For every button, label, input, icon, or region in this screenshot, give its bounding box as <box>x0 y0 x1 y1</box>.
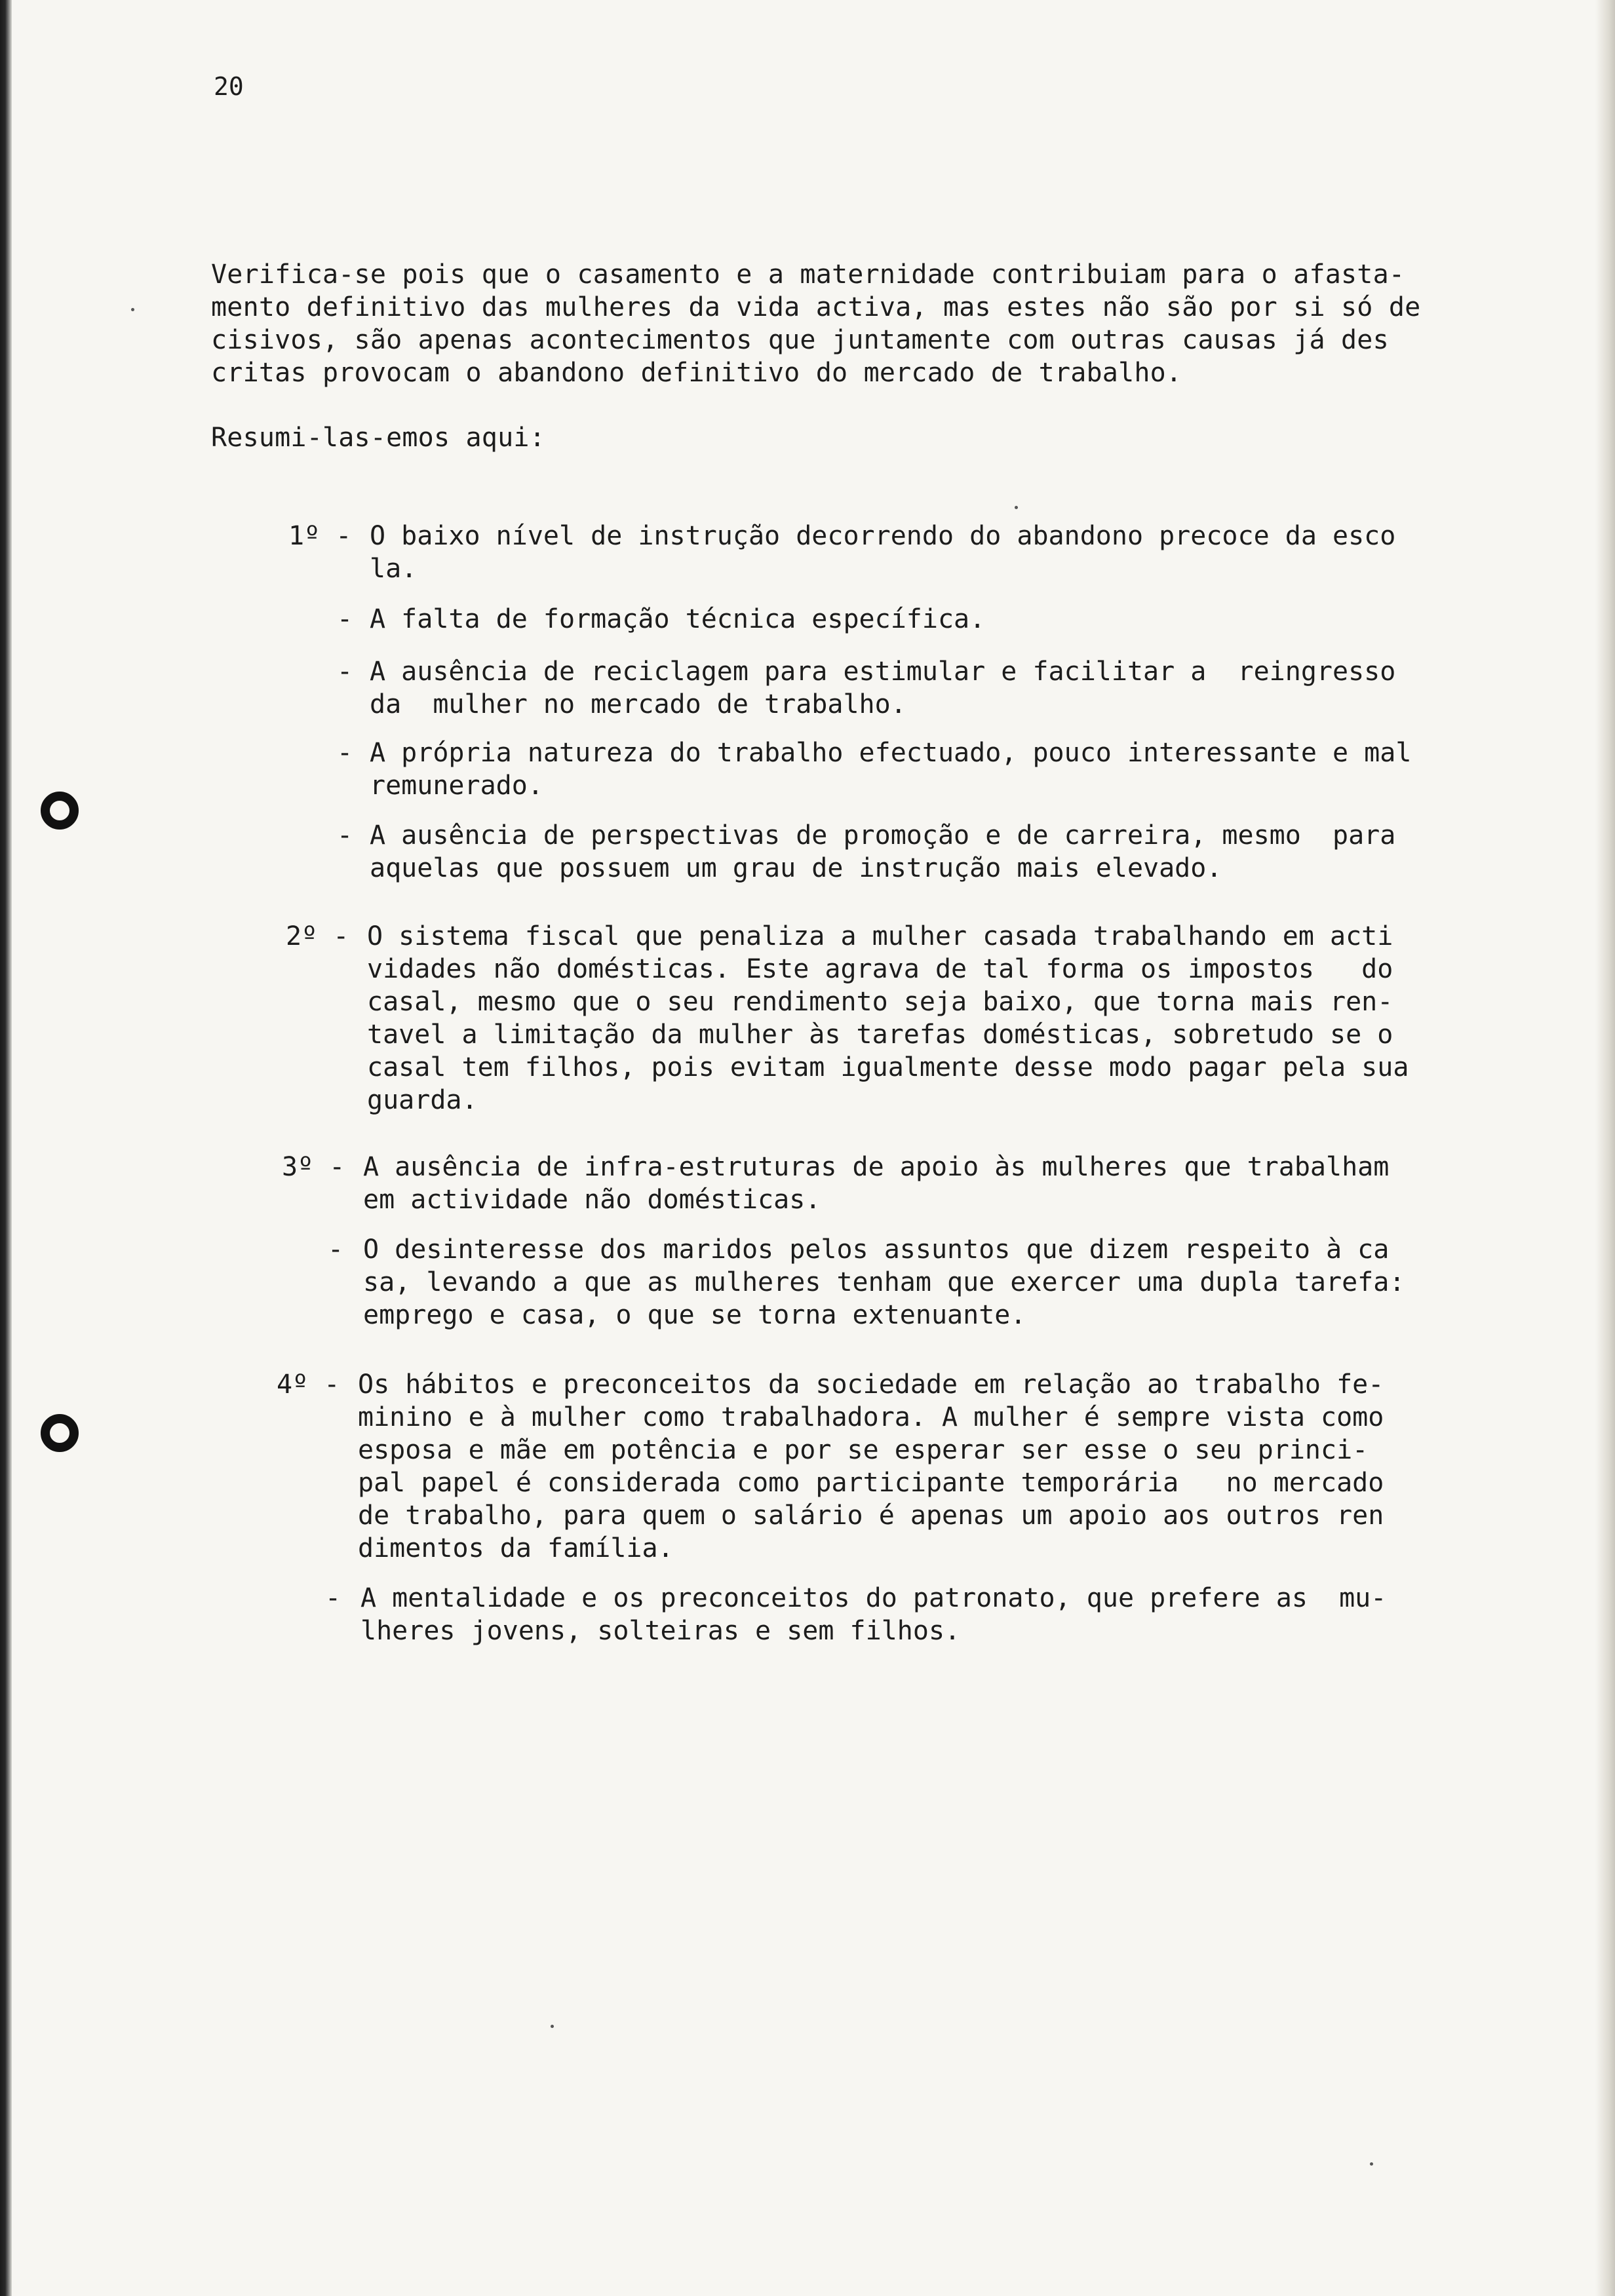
paragraph-line: A falta de formação técnica específica. <box>370 604 986 634</box>
paragraph-line: guarda. <box>367 1085 478 1115</box>
punch-hole-icon <box>41 1414 79 1452</box>
list-item-text <box>363 1151 1389 1216</box>
page-number: 20 <box>214 72 244 101</box>
list-item-text <box>360 1582 1386 1647</box>
list-marker: - <box>337 604 353 634</box>
list-item-text <box>370 819 1395 885</box>
list-marker: 1º - <box>288 521 352 551</box>
paragraph-line: lheres jovens, solteiras e sem filhos. <box>360 1616 961 1646</box>
paragraph-line: da mulher no mercado de trabalho. <box>370 689 906 719</box>
paragraph-line: Verifica-se pois que o casamento e a maternidade contribuiam para o afasta- <box>211 259 1405 290</box>
scan-speck <box>551 2025 554 2028</box>
paragraph-line: mento definitivo das mulheres da vida activa, mas estes não são por si só de <box>211 292 1421 322</box>
list-marker: 3º - <box>282 1152 345 1182</box>
list-marker: 4º - <box>277 1369 340 1400</box>
list-item-text <box>370 603 985 636</box>
paragraph-line: la. <box>370 554 418 584</box>
paragraph-line: A mentalidade e os preconceitos do patronato, que prefere as mu- <box>360 1583 1387 1613</box>
list-marker: - <box>325 1583 341 1613</box>
list-marker: - <box>328 1234 344 1265</box>
paragraph-line: Os hábitos e preconceitos da sociedade em relação ao trabalho fe- <box>358 1369 1384 1400</box>
paragraph-line: em actividade não domésticas. <box>363 1185 821 1215</box>
list-item-text <box>370 520 1395 585</box>
paragraph-line: O sistema fiscal que penaliza a mulher casada trabalhando em acti <box>367 921 1393 951</box>
paragraph-line: pal papel é considerada como participante temporária no mercado <box>358 1468 1384 1498</box>
list-marker: - <box>337 657 353 687</box>
paragraph-line: remunerado. <box>370 771 543 801</box>
paragraph-line: minino e à mulher como trabalhadora. A mulher é sempre vista como <box>358 1402 1384 1432</box>
paragraph-line: de trabalho, para quem o salário é apenas um apoio aos outros ren <box>358 1501 1384 1531</box>
paragraph-line: A ausência de perspectivas de promoção e de carreira, mesmo para <box>370 820 1396 851</box>
paragraph-line: emprego e casa, o que se torna extenuante. <box>363 1300 1026 1330</box>
paragraph-line: sa, levando a que as mulheres tenham que exercer uma dupla tarefa: <box>363 1267 1405 1297</box>
paragraph-line: casal, mesmo que o seu rendimento seja baixo, que torna mais ren- <box>367 987 1393 1017</box>
list-marker: 2º - <box>286 921 349 951</box>
list-item-text <box>367 920 1409 1117</box>
paragraph-line: vidades não domésticas. Este agrava de tal forma os impostos do <box>367 954 1393 984</box>
page-edge-shadow <box>1595 0 1615 2296</box>
paragraph-line: esposa e mãe em potência e por se esperar ser esse o seu princi- <box>358 1435 1369 1465</box>
paragraph-line: O baixo nível de instrução decorrendo do abandono precoce da esco <box>370 521 1396 551</box>
paragraph-line: aquelas que possuem um grau de instrução mais elevado. <box>370 853 1222 883</box>
punch-hole-icon <box>41 792 79 830</box>
paragraph-line: A ausência de infra-estruturas de apoio às mulheres que trabalham <box>363 1152 1390 1182</box>
paragraph-line: O desinteresse dos maridos pelos assuntos que dizem respeito à ca <box>363 1234 1390 1265</box>
paragraph-line: dimentos da família. <box>358 1533 674 1563</box>
list-item-text <box>358 1368 1384 1565</box>
paragraph-line: casal tem filhos, pois evitam igualmente desse modo pagar pela sua <box>367 1052 1409 1082</box>
scan-speck <box>1015 506 1018 509</box>
paragraph-line: A ausência de reciclagem para estimular e facilitar a reingresso <box>370 657 1396 687</box>
list-item-text <box>370 737 1411 802</box>
list-marker: - <box>337 820 353 851</box>
scan-speck <box>1370 2162 1373 2166</box>
list-marker: - <box>337 738 353 768</box>
list-item-text <box>363 1233 1405 1331</box>
paragraph-line: A própria natureza do trabalho efectuado, pouco interessante e mal <box>370 738 1412 768</box>
paragraph-line: cisivos, são apenas acontecimentos que juntamente com outras causas já des <box>211 325 1389 355</box>
summary-intro: Resumi-las-emos aqui: <box>211 423 545 453</box>
list-item-text <box>370 655 1395 721</box>
paragraph-line: critas provocam o abandono definitivo do mercado de trabalho. <box>211 358 1182 388</box>
intro-paragraph <box>211 258 1420 389</box>
binding-edge <box>0 0 12 2296</box>
scan-speck <box>131 308 134 311</box>
paragraph-line: tavel a limitação da mulher às tarefas domésticas, sobretudo se o <box>367 1020 1393 1050</box>
